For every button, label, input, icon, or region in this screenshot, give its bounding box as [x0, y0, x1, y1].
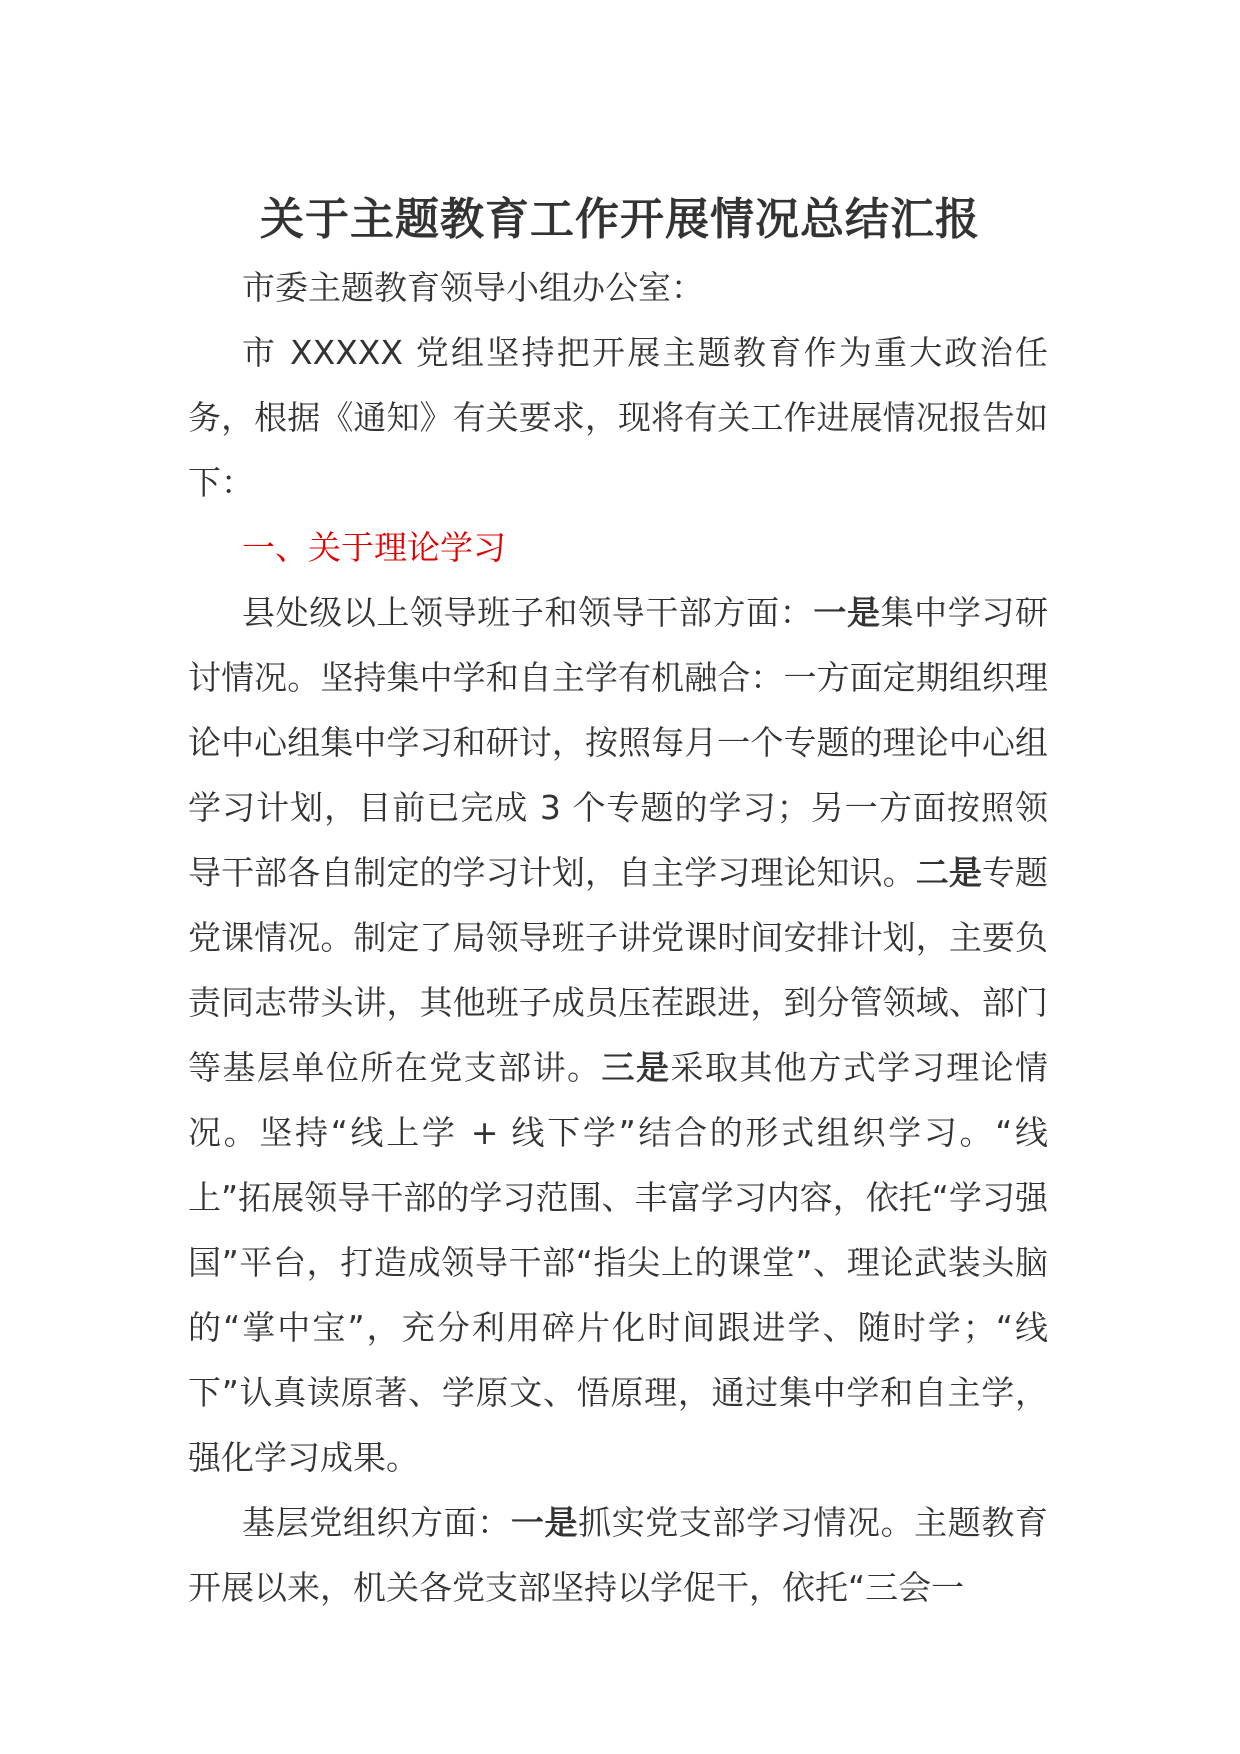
leadership-paragraph — [188, 580, 1048, 1490]
intro-paragraph: 市 XXXXX 党组坚持把开展主题教育作为重大政治任务，根据《通知》有关要求，现将有关工作进展情况报告如下： — [188, 333, 1048, 502]
document-title: 关于主题教育工作开展情况总结汇报 — [260, 194, 980, 245]
document-body — [188, 255, 1048, 1620]
point-marker-3: 三是 — [601, 1048, 671, 1087]
section-heading-text: 一、关于理论学习 — [242, 528, 506, 567]
point-text-1: 集中学习研讨情况。坚持集中学和自主学有机融合：一方面定期组织理论中心组集中学习和研讨，按照每月一个专题的理论中心组学习计划，目前已完成 3 个专题的学习；另一方面按照领导干部各自制定的学习计划，自主学习理论知识。 — [188, 593, 1049, 892]
point-text-3: 采取其他方式学习理论情况。坚持“线上学 + 线下学”结合的形式组织学习。“线上”拓展领导干部的学习范围、丰富学习内容，依托“学习强国”平台，打造成领导干部“指尖上的课堂”、理论武装头脑的“掌中宝”，充分利用碎片化时间跟进学、随时学；“线下”认真读原著、学原文、悟原理，通过集中学和自主学，强化学习成果。 — [188, 1048, 1049, 1477]
salutation: 市委主题教育领导小组办公室： — [242, 268, 704, 307]
point-text-1: 抓实党支部学习情况。主题教育开展以来，机关各党支部坚持以学促干，依托“三会一 — [188, 1503, 1049, 1607]
paragraph-lead: 基层党组织方面： — [242, 1503, 511, 1542]
point-text-2: 专题党课情况。制定了局领导班子讲党课时间安排计划，主要负责同志带头讲，其他班子成员压茬跟进，到分管领域、部门等基层单位所在党支部讲。 — [188, 853, 1049, 1087]
point-marker-1: 一是 — [510, 1503, 579, 1542]
grassroots-paragraph — [188, 1490, 1048, 1620]
point-marker-1: 一是 — [813, 593, 881, 632]
section-heading — [188, 515, 1048, 580]
paragraph-lead: 县处级以上领导班子和领导干部方面： — [242, 593, 814, 632]
point-marker-2: 二是 — [915, 853, 982, 892]
